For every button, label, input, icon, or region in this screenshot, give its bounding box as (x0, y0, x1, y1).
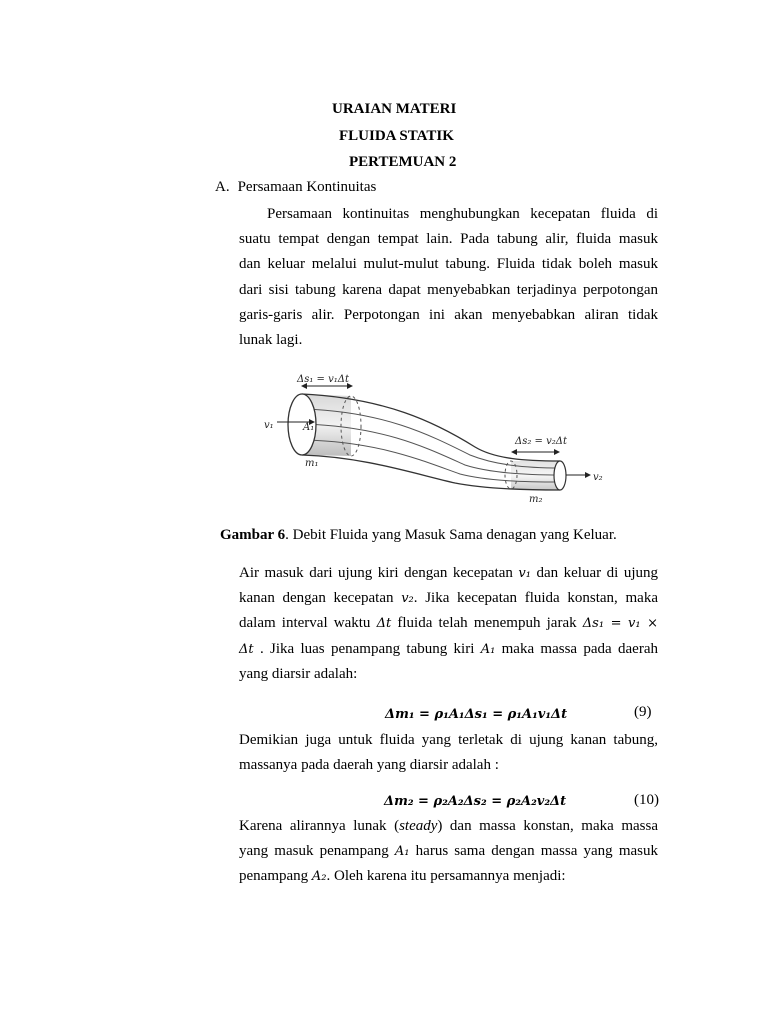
paragraph-line: suatu tempat dengan tempat lain. Pada tabung alir, fluida masuk (239, 231, 658, 248)
paragraph-line: dalam interval waktu Δt fluida telah menempuh jarak Δs₁ = v₁ × (239, 615, 658, 632)
label-v2: v₂ (593, 472, 603, 483)
title-uraian-materi: URAIAN MATERI (332, 101, 457, 117)
section-heading (215, 179, 376, 196)
paragraph-line: Karena alirannya lunak (steady) dan massa konstan, maka massa (239, 818, 658, 834)
paragraph-line: yang diarsir adalah: (239, 665, 358, 682)
figure-caption (220, 527, 617, 544)
paragraph-line: garis-garis alir. Perpotongan ini akan menyebabkan aliran tidak (239, 306, 658, 323)
paragraph-line: dan keluar melalui mulut-mulut tabung. Fluida tidak boleh masuk (239, 256, 658, 273)
paragraph-right-end (239, 728, 658, 778)
caption-text: . Debit Fluida yang Masuk Sama denagan yang Keluar. (285, 527, 617, 543)
equation-9: Δm₁ = ρ₁A₁Δs₁ = ρ₁A₁v₁Δt (385, 707, 568, 722)
section-letter: A. (215, 179, 230, 195)
equation-10-number: (10) (634, 792, 659, 808)
paragraph-velocity (239, 561, 658, 687)
paragraph-line: Persamaan kontinuitas menghubungkan kecepatan fluida di (267, 206, 658, 222)
label-m1: m₁ (305, 458, 319, 469)
paragraph-line: Δt . Jika luas penampang tabung kiri A₁ maka massa pada daerah (239, 640, 658, 657)
paragraph-line: dari sisi tabung karena dapat menyebabkan terjadinya perpotongan (239, 281, 658, 298)
label-m2: m₂ (529, 494, 543, 505)
paragraph-line: Air masuk dari ujung kiri dengan kecepatan v₁ dan keluar di ujung (239, 565, 658, 581)
shaded-region-right (511, 461, 560, 490)
equation-9-number: (9) (634, 704, 652, 720)
equation-10: Δm₂ = ρ₂A₂Δs₂ = ρ₂A₂v₂Δt (384, 794, 567, 809)
title-pertemuan: PERTEMUAN 2 (349, 154, 457, 170)
paragraph-intro (239, 202, 658, 353)
paragraph-line: lunak lagi. (239, 332, 303, 349)
paragraph-line: Demikian juga untuk fluida yang terletak di ujung kanan tabung, (239, 732, 658, 748)
label-ds2: Δs₂ = v₂Δt (515, 436, 567, 447)
paragraph-steady (239, 814, 658, 890)
paragraph-line: yang masuk penampang A₁ harus sama dengan massa yang masuk (239, 843, 658, 860)
arrowhead-icon (554, 449, 560, 455)
section-title: Persamaan Kontinuitas (237, 179, 377, 195)
paragraph-line: penampang A₂. Oleh karena itu persamannya menjadi: (239, 868, 566, 885)
arrowhead-icon (585, 472, 591, 478)
title-fluida-statik: FLUIDA STATIK (339, 128, 454, 144)
caption-label: Gambar 6 (220, 527, 286, 543)
label-v1: v₁ (264, 420, 274, 431)
label-a1: A₁ (303, 422, 315, 433)
paragraph-line: massanya pada daerah yang diarsir adalah : (239, 757, 499, 774)
outlet-cross-section (554, 461, 566, 490)
arrowhead-icon (511, 449, 517, 455)
paragraph-line: kanan dengan kecepatan v₂. Jika kecepatan fluida konstan, maka (239, 590, 658, 607)
label-ds1: Δs₁ = v₁Δt (297, 374, 349, 385)
flow-tube-figure (255, 362, 605, 512)
